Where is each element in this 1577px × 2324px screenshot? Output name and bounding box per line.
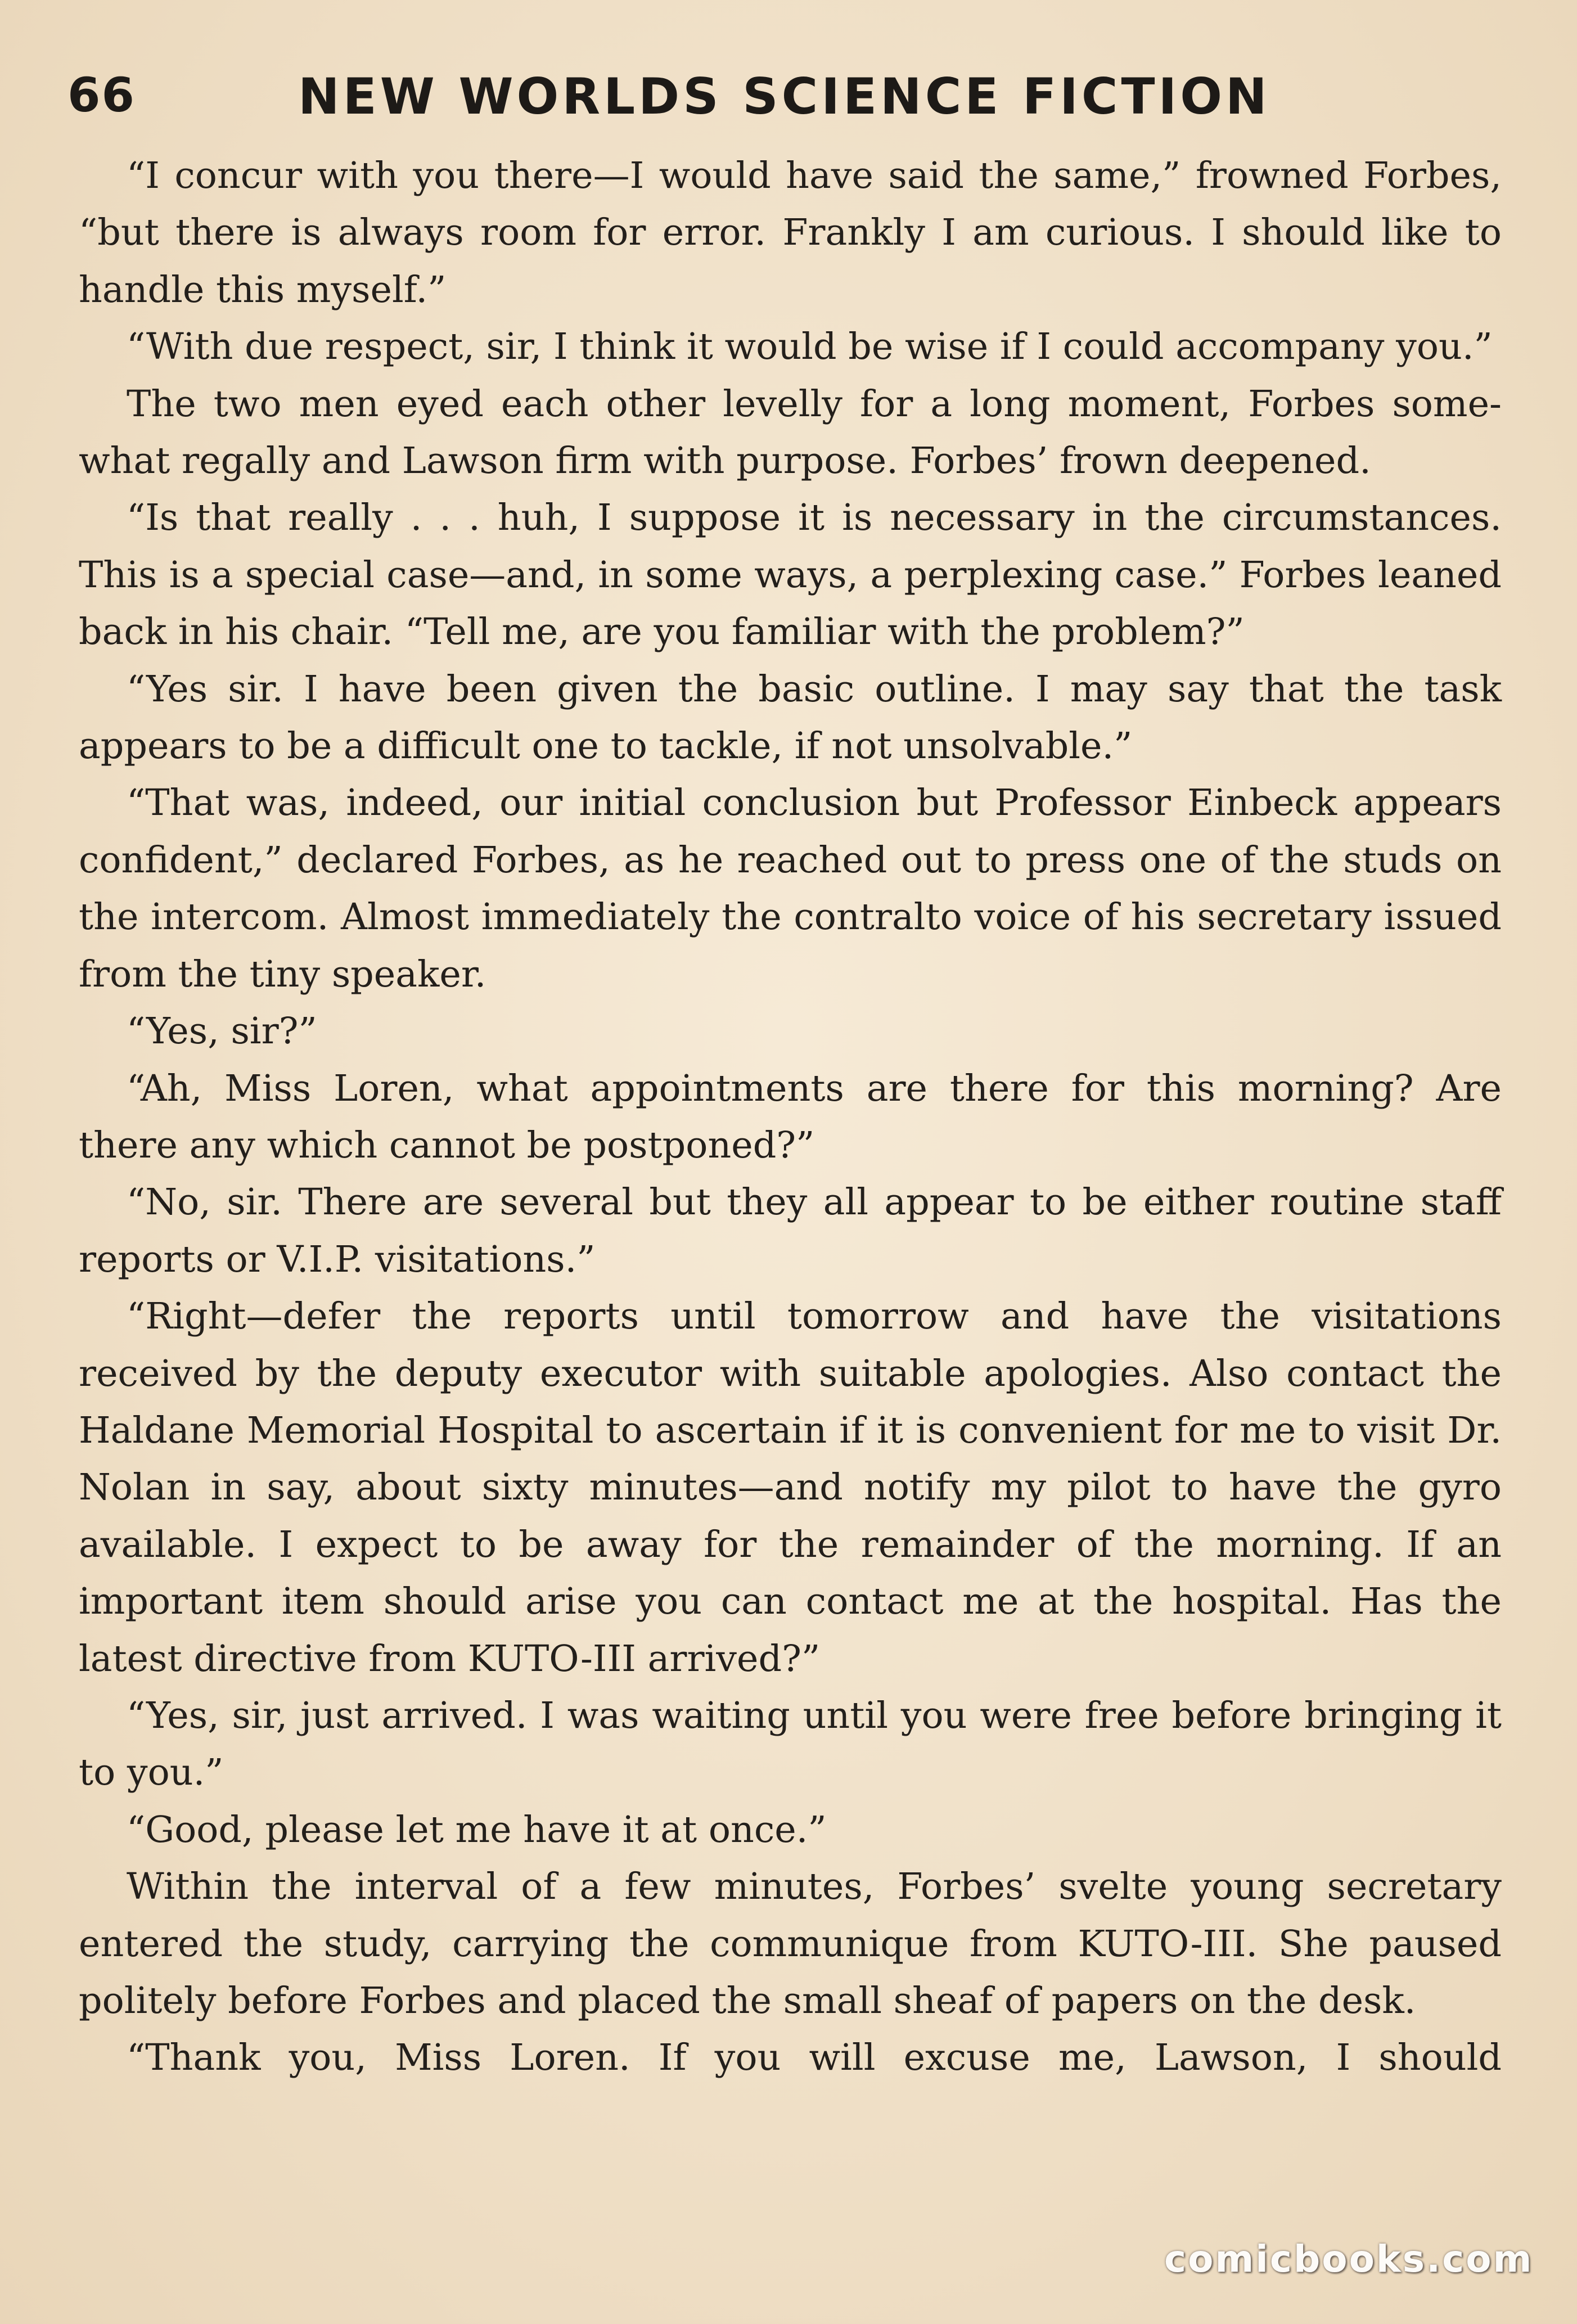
paragraph: “Yes, sir, just arrived. I was waiting until you were free before bringing it to you.” xyxy=(79,1694,1502,1794)
paragraph: The two men eyed each other levelly for a long moment, Forbes somewhat regally and Lawson firm with purpose. Forbes’ frown deepened. xyxy=(79,382,1502,483)
paragraph: “I concur with you there—I would have said the same,” frowned Forbes, “but there is always room for error. Frankly I am curious. I should like to handle this myself.” xyxy=(79,155,1502,311)
paragraph: “Right—defer the reports until tomorrow and have the visitations received by the deputy executor with suitable apologies. Also contact the Haldane Memorial Hospital to ascertain if it is convenient for me to visit Dr. Nolan in say, about sixty minutes—and notify my pilot to have the gyro available. I expect to be away for the remainder of the morning. If an important item should arise you can contact me at the hospital. Has the latest directive from KUTO-III arrived?” xyxy=(79,1295,1502,1680)
paragraph: “Ah, Miss Loren, what appointments are there for this morning? Are there any which cannot be postponed?” xyxy=(79,1067,1502,1166)
paragraph: “Is that really . . . huh, I suppose it is necessary in the circumstances. This is a special case—and, in some ways, a perplexing case.” Forbes leaned back in his chair. “Tell me, are you familiar with the problem?” xyxy=(79,497,1502,654)
paragraph: “Yes, sir?” xyxy=(127,1010,317,1053)
body-text xyxy=(79,147,1502,2087)
page-number: 66 xyxy=(67,67,136,123)
running-title: NEW WORLDS SCIENCE FICTION xyxy=(298,67,1270,125)
watermark: comicbooks.com xyxy=(1164,2237,1534,2281)
paragraph: Within the interval of a few minutes, Forbes’ svelte young secretary entered the study, carrying the communique from KUTO-III. She paused politely before Forbes and placed the small sheaf of papers on the desk. xyxy=(79,1866,1502,2022)
paragraph: “That was, indeed, our initial conclusion but Professor Einbeck appears confident,” declared Forbes, as he reached out to press one of the studs on the intercom. Almost immediately the contralto voice of his secretary issued from the tiny speaker. xyxy=(79,782,1502,996)
paragraph: “Yes sir. I have been given the basic outline. I may say that the task appears to be a difficult one to tackle, if not unsolvable.” xyxy=(79,668,1502,768)
paragraph: “Thank you, Miss Loren. If you will excuse me, Lawson, I should xyxy=(127,2037,1502,2079)
paragraph: “Good, please let me have it at once.” xyxy=(127,1808,827,1851)
paragraph: “No, sir. There are several but they all appear to be either routine staff reports or V.I.P. visitations.” xyxy=(79,1181,1502,1281)
paragraph: “With due respect, sir, I think it would be wise if I could accompany you.” xyxy=(127,326,1493,368)
page-header xyxy=(67,67,1530,135)
